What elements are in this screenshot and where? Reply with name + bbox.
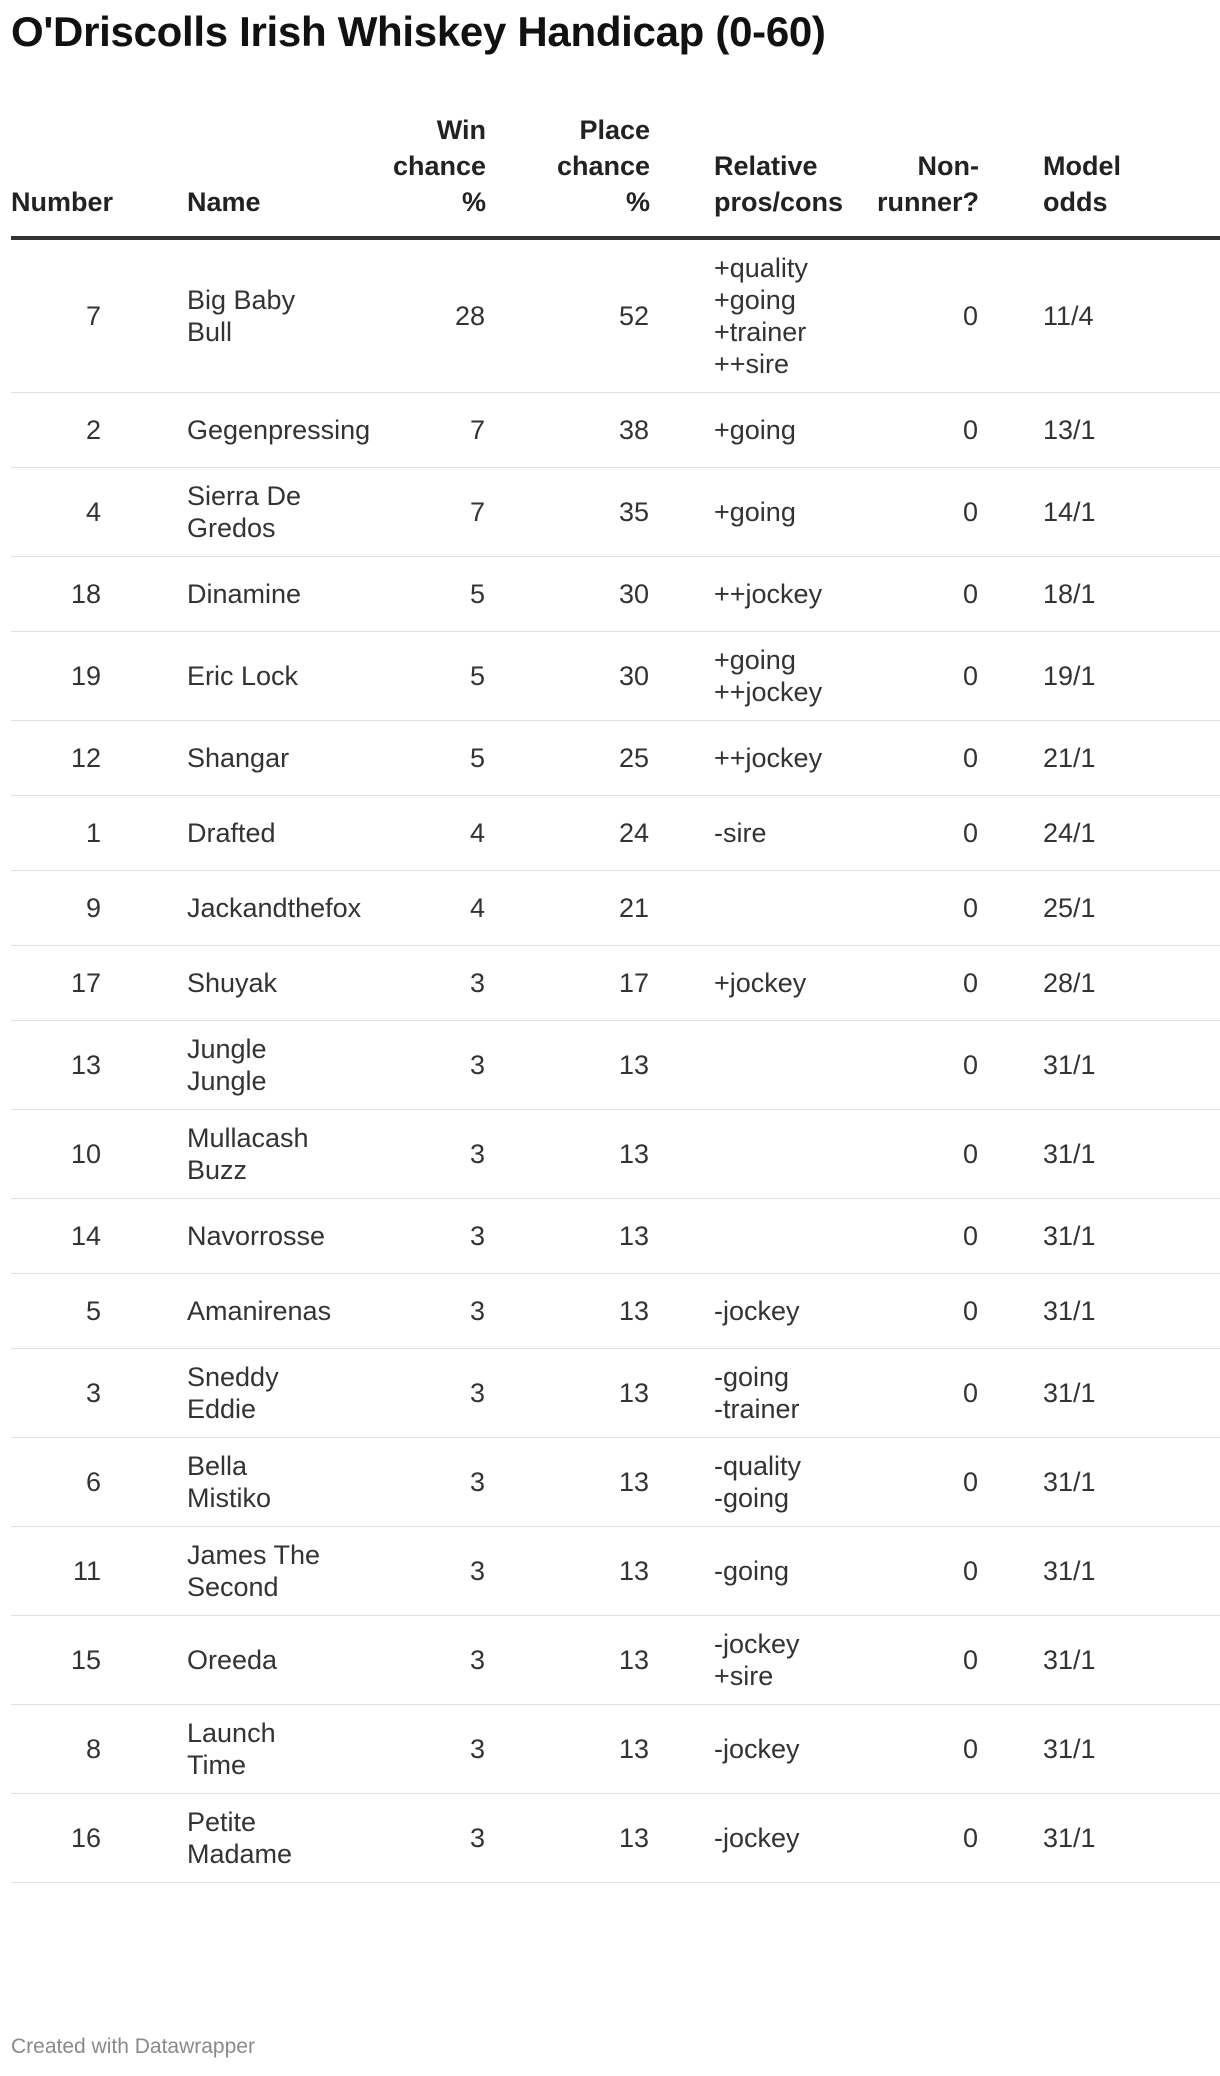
cell-number: 10 [11,1110,131,1199]
odds-table [11,112,1220,1883]
cell-model-odds: 21/1 [979,721,1220,796]
cell-model-odds: 14/1 [979,468,1220,557]
cell-number: 3 [11,1349,131,1438]
cell-win-chance: 3 [331,1199,486,1274]
cell-relative-pros-cons: +quality +going +trainer ++sire [650,238,810,393]
cell-relative-pros-cons [650,1110,810,1199]
table-row [11,1616,1220,1705]
cell-win-chance: 3 [331,1349,486,1438]
cell-place-chance: 13 [486,1021,650,1110]
cell-win-chance: 5 [331,721,486,796]
cell-relative-pros-cons: ++jockey [650,557,810,632]
cell-number: 15 [11,1616,131,1705]
cell-relative-pros-cons: +going ++jockey [650,632,810,721]
cell-win-chance: 3 [331,1794,486,1883]
table-row [11,1705,1220,1794]
cell-win-chance: 7 [331,468,486,557]
cell-non-runner: 0 [810,1110,979,1199]
cell-model-odds: 31/1 [979,1794,1220,1883]
table-header [11,112,1220,238]
cell-relative-pros-cons: -going [650,1527,810,1616]
cell-place-chance: 17 [486,946,650,1021]
cell-model-odds: 28/1 [979,946,1220,1021]
cell-place-chance: 13 [486,1527,650,1616]
table-row [11,1110,1220,1199]
cell-place-chance: 13 [486,1110,650,1199]
cell-win-chance: 3 [331,1021,486,1110]
cell-model-odds: 31/1 [979,1705,1220,1794]
cell-non-runner: 0 [810,632,979,721]
cell-number: 14 [11,1199,131,1274]
cell-non-runner: 0 [810,393,979,468]
cell-model-odds: 31/1 [979,1199,1220,1274]
table-row [11,1021,1220,1110]
table-row [11,238,1220,393]
cell-number: 16 [11,1794,131,1883]
table-row [11,468,1220,557]
cell-model-odds: 31/1 [979,1527,1220,1616]
cell-name: Sierra De Gredos [131,468,331,557]
cell-relative-pros-cons: -quality -going [650,1438,810,1527]
cell-win-chance: 4 [331,796,486,871]
cell-number: 17 [11,946,131,1021]
cell-non-runner: 0 [810,1527,979,1616]
column-header-win-chance[interactable]: Win chance % [331,112,486,238]
cell-name: Petite Madame [131,1794,331,1883]
cell-name: Navorrosse [131,1199,331,1274]
cell-name: James The Second [131,1527,331,1616]
cell-place-chance: 13 [486,1616,650,1705]
cell-model-odds: 31/1 [979,1616,1220,1705]
cell-place-chance: 25 [486,721,650,796]
cell-number: 7 [11,238,131,393]
cell-name: Big Baby Bull [131,238,331,393]
table-row [11,721,1220,796]
cell-name: Gegenpressing [131,393,331,468]
cell-win-chance: 3 [331,946,486,1021]
cell-non-runner: 0 [810,946,979,1021]
cell-place-chance: 13 [486,1274,650,1349]
cell-name: Shangar [131,721,331,796]
cell-non-runner: 0 [810,871,979,946]
cell-relative-pros-cons: -going -trainer [650,1349,810,1438]
cell-model-odds: 19/1 [979,632,1220,721]
cell-model-odds: 11/4 [979,238,1220,393]
cell-model-odds: 31/1 [979,1021,1220,1110]
cell-relative-pros-cons [650,871,810,946]
cell-place-chance: 13 [486,1705,650,1794]
table-row [11,557,1220,632]
cell-name: Drafted [131,796,331,871]
cell-non-runner: 0 [810,468,979,557]
cell-model-odds: 31/1 [979,1349,1220,1438]
table-row [11,1527,1220,1616]
cell-model-odds: 31/1 [979,1438,1220,1527]
cell-number: 8 [11,1705,131,1794]
cell-number: 9 [11,871,131,946]
table-row [11,946,1220,1021]
cell-relative-pros-cons: +going [650,468,810,557]
table-row [11,871,1220,946]
table-body [11,238,1220,1883]
column-header-relative-pros-cons[interactable]: Relative pros/cons [650,112,810,238]
cell-relative-pros-cons: +jockey [650,946,810,1021]
cell-win-chance: 5 [331,632,486,721]
cell-win-chance: 3 [331,1705,486,1794]
cell-win-chance: 3 [331,1274,486,1349]
cell-name: Launch Time [131,1705,331,1794]
cell-place-chance: 24 [486,796,650,871]
cell-win-chance: 3 [331,1110,486,1199]
cell-number: 18 [11,557,131,632]
table-row [11,632,1220,721]
cell-number: 5 [11,1274,131,1349]
cell-place-chance: 30 [486,632,650,721]
cell-model-odds: 31/1 [979,1110,1220,1199]
cell-non-runner: 0 [810,238,979,393]
cell-name: Amanirenas [131,1274,331,1349]
cell-place-chance: 35 [486,468,650,557]
cell-model-odds: 25/1 [979,871,1220,946]
cell-name: Bella Mistiko [131,1438,331,1527]
column-header-model-odds[interactable]: Model odds [979,112,1220,238]
cell-number: 2 [11,393,131,468]
table-row [11,1199,1220,1274]
cell-win-chance: 7 [331,393,486,468]
cell-win-chance: 4 [331,871,486,946]
cell-number: 13 [11,1021,131,1110]
table-row [11,1274,1220,1349]
cell-name: Eric Lock [131,632,331,721]
column-header-number[interactable]: Number [11,112,131,238]
cell-number: 12 [11,721,131,796]
cell-model-odds: 18/1 [979,557,1220,632]
cell-relative-pros-cons [650,1199,810,1274]
cell-place-chance: 52 [486,238,650,393]
cell-model-odds: 13/1 [979,393,1220,468]
cell-relative-pros-cons: -sire [650,796,810,871]
cell-non-runner: 0 [810,1349,979,1438]
cell-non-runner: 0 [810,1199,979,1274]
cell-non-runner: 0 [810,721,979,796]
cell-model-odds: 31/1 [979,1274,1220,1349]
cell-name: Jackandthefox [131,871,331,946]
cell-place-chance: 30 [486,557,650,632]
cell-non-runner: 0 [810,1794,979,1883]
table-row [11,1794,1220,1883]
table-row [11,393,1220,468]
cell-relative-pros-cons: -jockey [650,1794,810,1883]
cell-name: Jungle Jungle [131,1021,331,1110]
cell-relative-pros-cons: -jockey +sire [650,1616,810,1705]
cell-win-chance: 3 [331,1527,486,1616]
column-header-place-chance[interactable]: Place chance % [486,112,650,238]
cell-name: Mullacash Buzz [131,1110,331,1199]
cell-place-chance: 38 [486,393,650,468]
cell-win-chance: 28 [331,238,486,393]
cell-name: Oreeda [131,1616,331,1705]
cell-number: 19 [11,632,131,721]
cell-win-chance: 3 [331,1616,486,1705]
cell-relative-pros-cons: ++jockey [650,721,810,796]
cell-relative-pros-cons: +going [650,393,810,468]
table-row [11,796,1220,871]
cell-relative-pros-cons [650,1021,810,1110]
table-container [11,112,1220,1883]
cell-place-chance: 21 [486,871,650,946]
cell-non-runner: 0 [810,796,979,871]
cell-name: Shuyak [131,946,331,1021]
cell-name: Sneddy Eddie [131,1349,331,1438]
cell-place-chance: 13 [486,1438,650,1527]
header-row [11,112,1220,238]
table-row [11,1349,1220,1438]
column-header-name[interactable]: Name [131,112,331,238]
cell-non-runner: 0 [810,1705,979,1794]
cell-non-runner: 0 [810,1616,979,1705]
cell-non-runner: 0 [810,1274,979,1349]
cell-relative-pros-cons: -jockey [650,1705,810,1794]
cell-number: 4 [11,468,131,557]
column-header-non-runner[interactable]: Non- runner? [810,112,979,238]
cell-model-odds: 24/1 [979,796,1220,871]
cell-place-chance: 13 [486,1349,650,1438]
cell-non-runner: 0 [810,1021,979,1110]
table-row [11,1438,1220,1527]
cell-place-chance: 13 [486,1794,650,1883]
cell-relative-pros-cons: -jockey [650,1274,810,1349]
cell-number: 11 [11,1527,131,1616]
cell-non-runner: 0 [810,1438,979,1527]
cell-number: 6 [11,1438,131,1527]
cell-win-chance: 5 [331,557,486,632]
cell-win-chance: 3 [331,1438,486,1527]
cell-name: Dinamine [131,557,331,632]
cell-number: 1 [11,796,131,871]
cell-place-chance: 13 [486,1199,650,1274]
cell-non-runner: 0 [810,557,979,632]
footer-credit: Created with Datawrapper [11,2035,255,2058]
page-title: O'Driscolls Irish Whiskey Handicap (0-60) [11,8,826,55]
